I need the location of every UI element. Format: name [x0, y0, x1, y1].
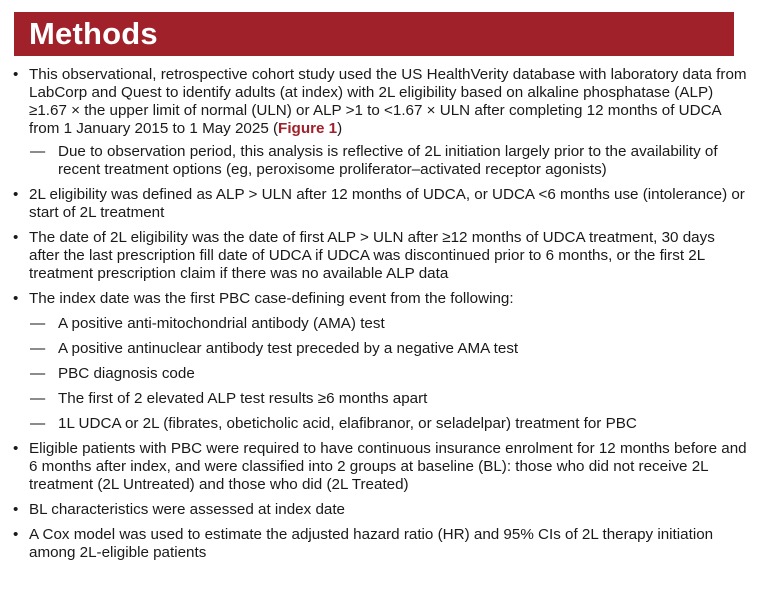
- bullet-text-close: ): [337, 120, 343, 137]
- sub-bullet-ana: — A positive antinuclear antibody test preceded by a negative AMA test: [12, 340, 748, 358]
- sub-bullet-ama: — A positive anti-mitochondrial antibody (AMA) test: [12, 315, 748, 333]
- sub-bullet-observation-period: — Due to observation period, this analysis is reflective of 2L initiation largely prior to the availability of recent treatment options (eg, peroxisome proliferator–activated receptor agonists): [12, 143, 748, 179]
- figure-reference-link[interactable]: Figure 1: [278, 120, 338, 137]
- bullet-2l-eligibility: • 2L eligibility was defined as ALP > ULN after 12 months of UDCA, or UDCA <6 months use (intolerance) or start of 2L treatment: [12, 186, 748, 222]
- bullet-bl-characteristics: • BL characteristics were assessed at index date: [12, 501, 748, 519]
- bullet-study-design: [12, 66, 748, 138]
- bullet-enrolment: • Eligible patients with PBC were required to have continuous insurance enrolment for 12 months before and 6 months after index, and were classified into 2 groups at baseline (BL): those who did not receive 2L treatment (2L Untreated) and those who did (2L Treated): [12, 440, 748, 494]
- section-title: Methods: [29, 16, 158, 51]
- sub-bullet-diagnosis-code: — PBC diagnosis code: [12, 365, 748, 383]
- bullet-text: This observational, retrospective cohort study used the US HealthVerity database with laboratory data from LabCorp and Quest to identify adults (at index) with 2L eligibility based on alkaline phosphatase (ALP) ≥1.67 × the upper limit of normal (ULN) or ALP >1 to <1.67 × ULN after completing 12 months of UDCA from 1 January 2015 to 1 May 2025 (: [29, 66, 747, 137]
- methods-content: [12, 66, 748, 562]
- section-header: [14, 12, 734, 56]
- bullet-index-date: • The index date was the first PBC case-defining event from the following:: [12, 290, 748, 308]
- sub-bullet-alp: — The first of 2 elevated ALP test results ≥6 months apart: [12, 390, 748, 408]
- sub-bullet-treatment: — 1L UDCA or 2L (fibrates, obeticholic acid, elafibranor, or seladelpar) treatment for PBC: [12, 415, 748, 433]
- bullet-eligibility-date: • The date of 2L eligibility was the date of first ALP > ULN after ≥12 months of UDCA treatment, 30 days after the last prescription fill date of UDCA if UDCA was discontinued prior to 6 months, or the first 2L treatment prescription claim if there was no available ALP data: [12, 229, 748, 283]
- bullet-cox-model: • A Cox model was used to estimate the adjusted hazard ratio (HR) and 95% CIs of 2L therapy initiation among 2L-eligible patients: [12, 526, 748, 562]
